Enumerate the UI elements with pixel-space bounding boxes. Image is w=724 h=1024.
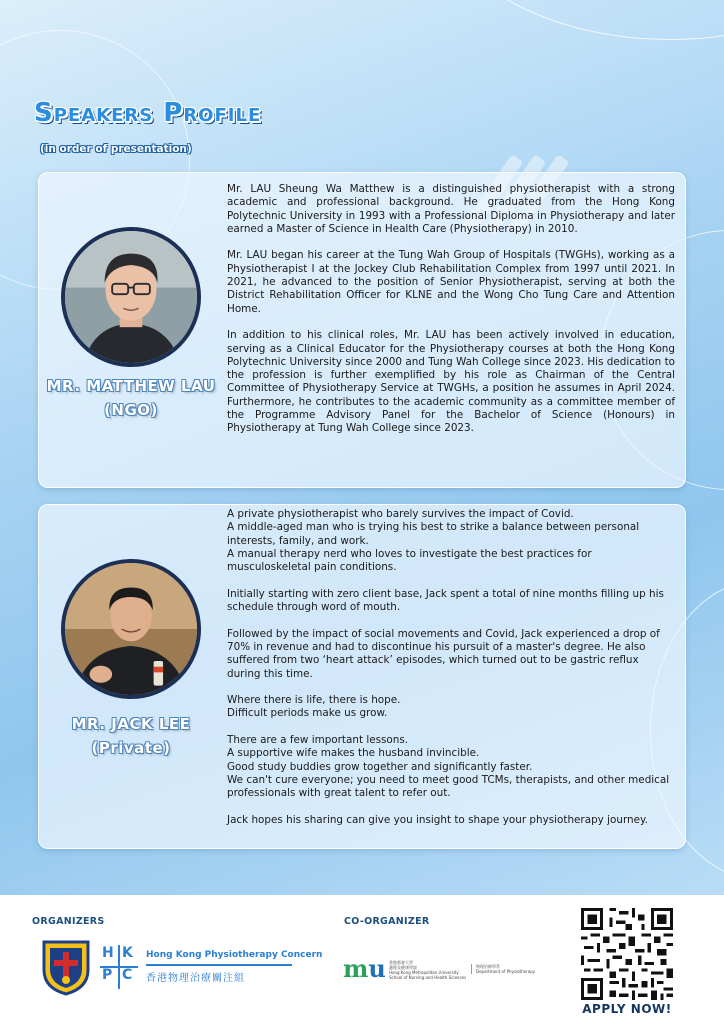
bio-paragraph [227, 814, 675, 827]
bio-line: Good study buddies grow together and significantly faster. [227, 760, 533, 773]
speaker-name: MR. JACK LEE [71, 715, 191, 733]
bio-line: A manual therapy nerd who loves to investigate the best practices for musculoskeletal pain conditions. [227, 547, 592, 574]
speaker-bio [227, 183, 675, 436]
hkmu-school-text: 香港都會大學 護理及健康學院 Hong Kong Metropolitan University School of Nursing and Health Sciences [389, 960, 467, 980]
bio-line: There are a few important lessons. [227, 734, 409, 747]
bio-line: Followed by the impact of social movements and Covid, Jack experienced a drop of 70% in revenue and had to discontinue his pursuit of a master's degree. He also suffered from two ‘heart attack’ episodes, which turned out to be gastric reflux during this time. [227, 627, 660, 680]
organizers-label: ORGANIZERS [32, 916, 105, 927]
hkmu-logo [343, 954, 536, 987]
bio-line: A supportive wife makes the husband invincible. [227, 747, 480, 760]
bio-paragraph: Mr. LAU began his career at the Tung Wah Group of Hospitals (TWGHs), working as a Physiotherapist I at the Jockey Club Rehabilitation Complex from 1997 until 2021. In 2021, he advanced to the position of Senior Physiotherapist, serving at both the District Rehabilitation Officer for KLNE and the Wong Cho Tung Care and Attention Home. [227, 249, 675, 315]
hkpc-name-en: Hong Kong Physiotherapy Concern [146, 950, 323, 960]
qr-code-icon[interactable] [581, 908, 673, 1000]
hkpc-name-zh: 香港物理治療關注組 [146, 973, 245, 984]
coorganizer-label: CO-ORGANIZER [344, 916, 430, 927]
bio-line: Difficult periods make us grow. [227, 707, 388, 720]
page-subtitle: (in order of presentation) [40, 143, 192, 155]
bio-paragraph [227, 628, 675, 681]
bio-paragraph [227, 734, 675, 800]
speaker-bio [227, 508, 675, 840]
speaker-card-matthew-lau [38, 172, 686, 488]
hkpc-letter: H [102, 945, 114, 961]
hkpc-letter: C [122, 967, 133, 983]
speaker-card-jack-lee [38, 504, 686, 849]
organizer-seal-icon [40, 938, 92, 996]
hkpc-monogram [100, 945, 136, 989]
footer [0, 895, 724, 1024]
speaker-photo-jack-lee [61, 559, 201, 699]
hkpc-divider [146, 964, 292, 966]
speaker-organization: (NGO) [104, 401, 158, 419]
apply-now-label[interactable]: APPLY NOW! [582, 1002, 672, 1016]
bio-line: Where there is life, there is hope. [227, 694, 401, 707]
bio-paragraph: Mr. LAU Sheung Wa Matthew is a distinguished physiotherapist with a strong academic and professional background. He graduated from the Hong Kong Polytechnic University in 1993 with a Professional Diploma in Physiotherapy and later earned a Master of Science in Health Care (Physiotherapy) in 2010. [227, 183, 675, 235]
hkpc-letter: P [102, 967, 113, 983]
speaker-organization: (Private) [91, 739, 171, 757]
bio-line: We can't cure everyone; you need to meet good TCMs, therapists, and other medical professionals with great talent to refer out. [227, 773, 670, 800]
speaker-photo-matthew-lau [61, 227, 201, 367]
hkmu-department-text: 物理治療學系 Department of Physiotherapy [471, 964, 535, 974]
speaker-name: MR. MATTHEW LAU [46, 377, 216, 395]
bio-line: A private physiotherapist who barely survives the impact of Covid. [227, 508, 574, 520]
page-title: Speakers Profile [34, 98, 262, 128]
bio-paragraph [227, 508, 675, 574]
background-arc-top [430, 0, 724, 40]
hkpc-letter: K [122, 945, 133, 961]
hkmu-mark-u: u [368, 954, 386, 983]
bio-paragraph: In addition to his clinical roles, Mr. LAU has been actively involved in education, serving as a Clinical Educator for the Physiotherapy courses at both the Hong Kong Polytechnic University since 2000 and Tung Wah College since 2023. His dedication to the profession is further exemplified by his role as Chairman of the Central Committee of Physiotherapy Service at TWGHs, a position he assumes in April 2024. Furthermore, he contributes to the academic community as a committee member of the Programme Advisory Panel for the Bachelor of Science (Honours) in Physiotherapy at Tung Wah College since 2023. [227, 329, 675, 435]
hkmu-mark [343, 954, 386, 983]
bio-line: A middle-aged man who is trying his best to strike a balance between personal interests, family, and work. [227, 521, 640, 547]
bio-line: Jack hopes his sharing can give you insight to shape your physiotherapy journey. [227, 813, 648, 826]
bio-paragraph [227, 694, 675, 721]
bio-paragraph [227, 588, 675, 615]
hkpc-logo [100, 945, 323, 989]
hkmu-mark-m: m [343, 954, 369, 983]
bio-line: Initially starting with zero client base, Jack spent a total of nine months filling up his schedule through word of mouth. [227, 587, 664, 614]
